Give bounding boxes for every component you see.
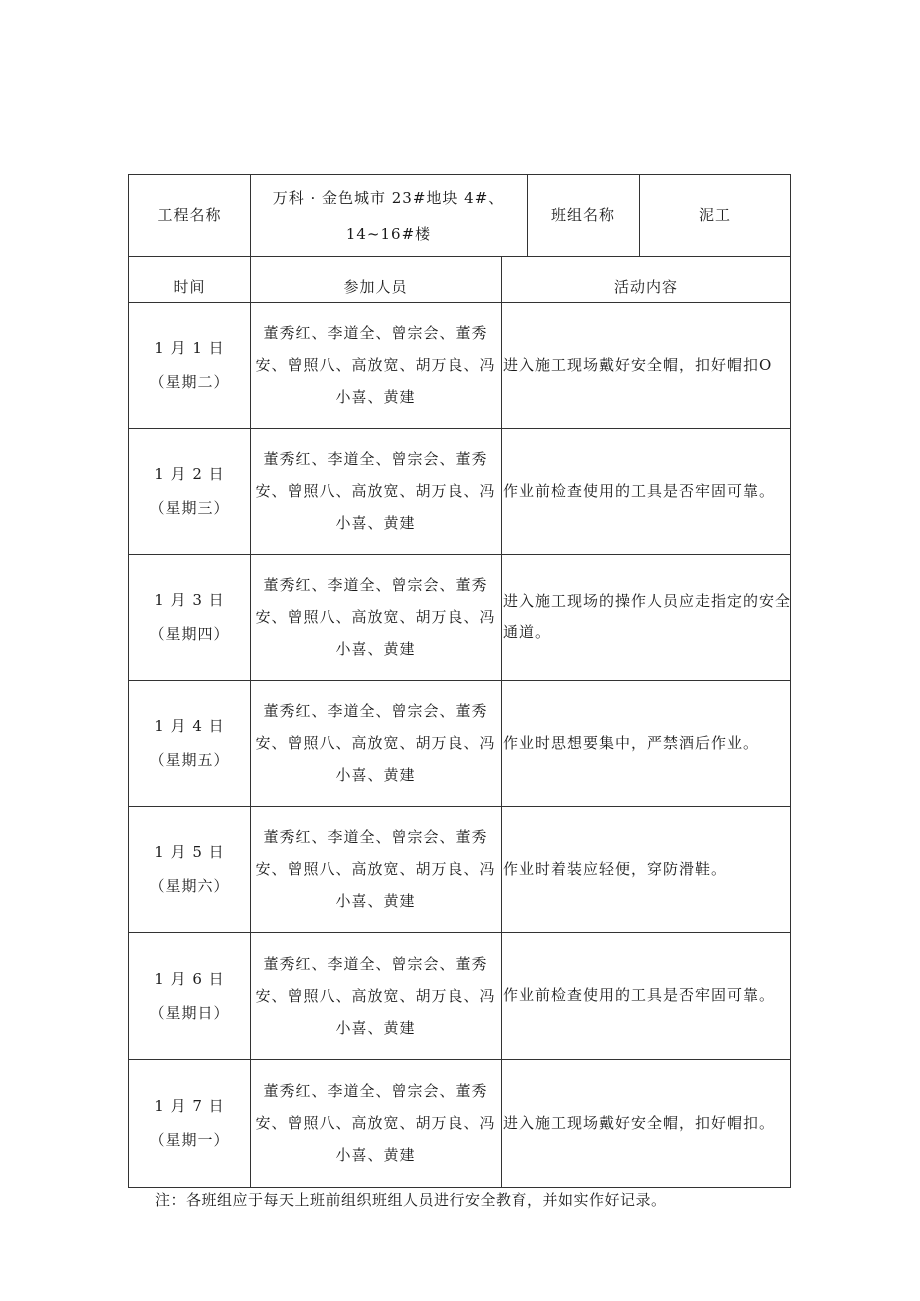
weekday-text: （星期五） (149, 751, 230, 769)
date-text: 1 月 6 日 (154, 969, 225, 988)
content-text: 进入施工现场戴好安全帽，扣好帽扣。 (503, 1113, 776, 1132)
weekday-text: （星期二） (149, 373, 230, 391)
content-text: 进入施工现场戴好安全帽，扣好帽扣O (503, 355, 773, 374)
row-participants (250, 302, 501, 428)
team-name-text: 泥工 (698, 206, 731, 224)
row-participants (250, 932, 501, 1059)
team-name (639, 175, 791, 256)
weekday-text: （星期三） (149, 499, 230, 517)
date-text: 1 月 7 日 (154, 1097, 225, 1115)
col-header-participants-text: 参加人员 (343, 277, 408, 296)
date-text: 1 月 1 日 (154, 339, 225, 357)
row-date (129, 1059, 250, 1187)
team-label (527, 175, 639, 256)
col-header-participants (250, 271, 501, 303)
participants-text: 董秀红、李道全、曾宗会、董秀安、曾照八、高放宽、胡万良、冯小喜、黄建 (255, 324, 496, 406)
date-text: 1 月 2 日 (154, 465, 225, 483)
col-header-time-text: 时间 (173, 277, 206, 296)
row-date (129, 554, 250, 680)
row-content (501, 680, 791, 806)
table-rule (129, 256, 790, 257)
project-name-line1: 万科 · 金色城市 23#地块 4#、 (272, 188, 505, 207)
row-date (129, 680, 250, 806)
row-content (501, 932, 791, 1059)
participants-text: 董秀红、李道全、曾宗会、董秀安、曾照八、高放宽、胡万良、冯小喜、黄建 (255, 1082, 496, 1164)
row-participants (250, 554, 501, 680)
project-label (129, 175, 250, 256)
participants-text: 董秀红、李道全、曾宗会、董秀安、曾照八、高放宽、胡万良、冯小喜、黄建 (255, 828, 496, 910)
row-participants (250, 1059, 501, 1187)
content-text: 作业前检查使用的工具是否牢固可靠。 (503, 481, 776, 500)
row-participants (250, 680, 501, 806)
date-text: 1 月 3 日 (154, 591, 225, 609)
row-date (129, 302, 250, 428)
row-content (501, 302, 791, 428)
row-date (129, 932, 250, 1059)
project-name (250, 175, 527, 256)
weekday-text: （星期一） (149, 1131, 230, 1149)
weekday-text: （星期四） (149, 625, 230, 643)
row-content (501, 806, 791, 932)
row-date (129, 806, 250, 932)
weekday-text: （星期六） (149, 877, 230, 895)
content-text: 作业时着装应轻便，穿防滑鞋。 (503, 859, 728, 878)
content-text: 进入施工现场的操作人员应走指定的安全通道。 (503, 592, 792, 641)
row-content (501, 1059, 791, 1187)
participants-text: 董秀红、李道全、曾宗会、董秀安、曾照八、高放宽、胡万良、冯小喜、黄建 (255, 702, 496, 784)
col-header-content (501, 271, 791, 303)
row-participants (250, 806, 501, 932)
date-text: 1 月 5 日 (154, 843, 225, 861)
participants-text: 董秀红、李道全、曾宗会、董秀安、曾照八、高放宽、胡万良、冯小喜、黄建 (255, 954, 496, 1037)
row-content (501, 554, 791, 680)
project-name-line2: 14~16#楼 (345, 224, 432, 243)
content-text: 作业前检查使用的工具是否牢固可靠。 (503, 986, 776, 1004)
project-label-text: 工程名称 (157, 206, 222, 224)
col-header-time (129, 271, 250, 303)
row-date (129, 428, 250, 554)
date-text: 1 月 4 日 (154, 717, 225, 735)
team-label-text: 班组名称 (550, 206, 615, 224)
row-content (501, 428, 791, 554)
row-participants (250, 428, 501, 554)
weekday-text: （星期日） (149, 1003, 230, 1022)
participants-text: 董秀红、李道全、曾宗会、董秀安、曾照八、高放宽、胡万良、冯小喜、黄建 (255, 576, 496, 658)
footnote: 注：各班组应于每天上班前组织班组人员进行安全教育，并如实作好记录。 (155, 1191, 667, 1209)
project-name-stack (273, 180, 505, 252)
content-text: 作业时思想要集中，严禁酒后作业。 (503, 733, 760, 752)
safety-activity-table (128, 174, 791, 1188)
participants-text: 董秀红、李道全、曾宗会、董秀安、曾照八、高放宽、胡万良、冯小喜、黄建 (255, 450, 496, 532)
col-header-content-text: 活动内容 (613, 277, 678, 296)
